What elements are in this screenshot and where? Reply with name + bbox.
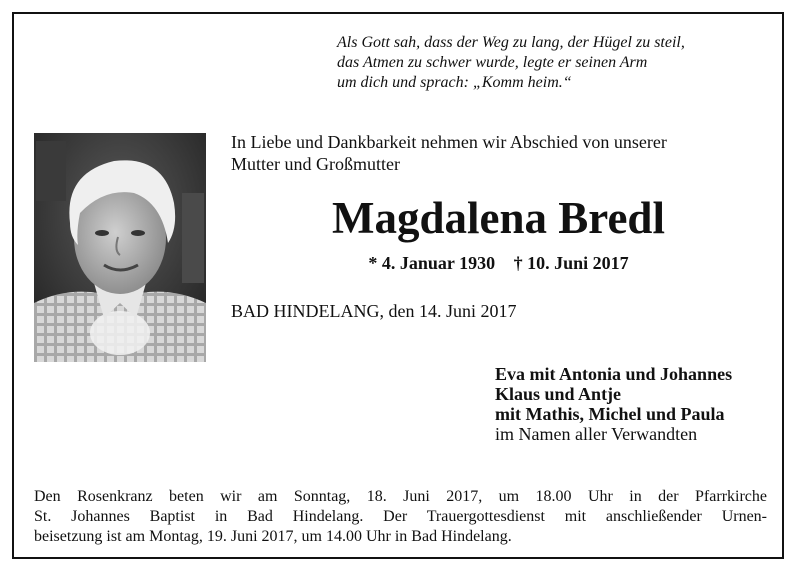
portrait-photo xyxy=(34,133,206,362)
life-dates xyxy=(231,252,766,274)
birth-date: * 4. Januar 1930 xyxy=(368,253,496,273)
deceased-name: Magdalena Bredl xyxy=(332,193,665,243)
memorial-poem xyxy=(337,33,685,93)
family-line: Eva mit Antonia und Johannes xyxy=(495,364,733,384)
notice-line: St. Johannes Baptist in Bad Hindelang. Der Trauergottesdienst mit anschließender Urnen- xyxy=(34,508,767,525)
death-date: † 10. Juni 2017 xyxy=(513,253,629,273)
intro-line: Mutter und Großmutter xyxy=(231,154,400,174)
poem-line: Als Gott sah, dass der Weg zu lang, der Hügel zu steil, xyxy=(337,34,685,51)
family-line: mit Mathis, Michel und Paula xyxy=(495,404,725,424)
notice-line: Den Rosenkranz beten wir am Sonntag, 18. Juni 2017, um 18.00 Uhr in der Pfarrkirche xyxy=(34,488,767,505)
intro-line: In Liebe und Dankbarkeit nehmen wir Abschied von unserer xyxy=(231,132,667,152)
family-line: Klaus und Antje xyxy=(495,384,622,404)
notice-line: beisetzung ist am Montag, 19. Juni 2017, um 14.00 Uhr in Bad Hindelang. xyxy=(34,528,512,545)
poem-line: das Atmen zu schwer wurde, legte er seinen Arm xyxy=(337,54,648,71)
place-and-date: BAD HINDELANG, den 14. Juni 2017 xyxy=(231,301,517,321)
service-notice xyxy=(34,487,767,547)
poem-line: um dich und sprach: „Komm heim.“ xyxy=(337,74,572,91)
family-closing: im Namen aller Verwandten xyxy=(495,424,698,444)
farewell-intro xyxy=(231,131,667,175)
family-signatories xyxy=(495,364,732,444)
